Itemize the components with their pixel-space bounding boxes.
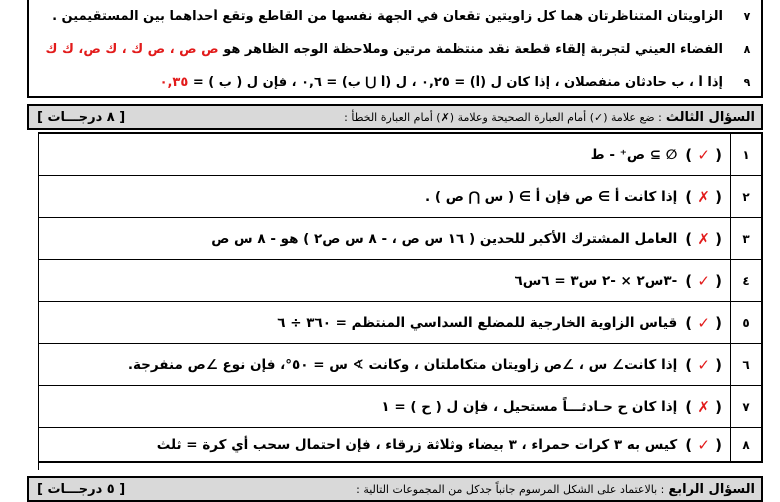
statement-text: إذا كانت أ ∋ ص فإن أ ∋ ( س ⋂ ص ) . [425, 188, 678, 205]
mark-symbol: ✓ [697, 355, 710, 374]
answer-mark: ( ✗ ) [685, 187, 722, 206]
question-text: الزاويتان المتناظرتان هما كل زاويتين تقعان في الجهة نفسها من القاطع وتقع أحداهما بين المستقيمين . [52, 9, 723, 24]
row-number: ٨ [730, 428, 761, 461]
mark-symbol: ✓ [697, 145, 710, 164]
row-number: ١ [730, 134, 761, 175]
row-number: ٧ [730, 386, 761, 427]
answer-mark: ( ✗ ) [685, 397, 722, 416]
statement-text: إذا كانت∠ س ، ∠ص زاويتان متكاملتان ، وكانت ∢ س = ٥٠°، فإن نوع ∠ص منفرجة. [127, 356, 678, 373]
statement-text: إذا كان ح حـادثـــاً مستحيل ، فإن ل ( ح ) = ١ [381, 398, 678, 415]
statement-text: العامل المشترك الأكبر للحدين ( ١٦ س ص ، - ٨ س ص٢ ) هو - ٨ س ص [211, 230, 678, 247]
mark-symbol: ✓ [697, 313, 710, 332]
row-number: ٢ [730, 176, 761, 217]
section-title: السؤال الرابع [668, 481, 755, 497]
previous-questions-box [27, 0, 763, 98]
section-4-header [27, 476, 763, 502]
answer-mark: ( ✓ ) [685, 313, 722, 332]
answer-text: ٠,٣٥ [159, 75, 189, 90]
mark-symbol: ✗ [697, 229, 710, 248]
row-number: ٤ [730, 260, 761, 301]
mark-symbol: ✗ [697, 187, 710, 206]
table-row [29, 428, 761, 461]
question-text-wrap [29, 42, 733, 57]
section-grade: [ ٥ درجـــات ] [37, 481, 126, 497]
question-text: إذا أ ، ب حادثان منفصلان ، إذا كان ل (أ) = ٠,٢٥ ، ل (أ ⋃ ب) = ٠,٦ ، فإن ل ( ب ) = [192, 75, 723, 90]
statement-text: قياس الزاوية الخارجية للمضلع السداسي المنتظم = ٣٦٠ ÷ ٦ [277, 314, 678, 331]
answer-mark: ( ✓ ) [685, 355, 722, 374]
true-false-table [27, 132, 763, 463]
question-text: الفضاء العيني لتجربة إلقاء قطعة نقد منتظمة مرتين وملاحظة الوجه الظاهر هو [223, 42, 723, 57]
section-instruction: : بالاعتماد على الشكل المرسوم جانباً جدكل من المجموعات التالية : [356, 482, 665, 496]
table-row [29, 260, 761, 302]
table-row [29, 218, 761, 260]
question-number: ٧ [743, 10, 751, 23]
row-number: ٥ [730, 302, 761, 343]
table-row [29, 302, 761, 344]
table-row [29, 386, 761, 428]
table-row [29, 176, 761, 218]
statement-text: -٣س٢ × -٢ س٣ = ٦س٦ [514, 272, 678, 289]
left-margin-column [27, 132, 39, 470]
section-3-header [27, 104, 763, 130]
row-number: ٣ [730, 218, 761, 259]
mark-symbol: ✓ [697, 271, 710, 290]
question-row-7 [29, 0, 761, 33]
section-grade: [ ٨ درجـــات ] [37, 109, 126, 125]
mark-symbol: ✓ [697, 435, 710, 454]
question-number: ٩ [743, 76, 751, 89]
statement-text: ∅ ⊇ ص⁺ - ط [590, 146, 678, 163]
question-text-wrap [29, 75, 733, 90]
question-row-8 [29, 33, 761, 66]
section-title: السؤال الثالث [665, 109, 755, 125]
question-number: ٨ [743, 43, 751, 56]
table-row [29, 344, 761, 386]
table-row [29, 134, 761, 176]
answer-mark: ( ✓ ) [685, 145, 722, 164]
answer-mark: ( ✓ ) [685, 271, 722, 290]
question-row-9 [29, 66, 761, 99]
mark-symbol: ✗ [697, 397, 710, 416]
section-instruction: : ضع علامة (✓) أمام العبارة الصحيحة وعلامة (✗) أمام العبارة الخطأ : [344, 110, 662, 124]
row-number: ٦ [730, 344, 761, 385]
answer-mark: ( ✗ ) [685, 229, 722, 248]
answer-mark: ( ✓ ) [685, 435, 722, 454]
answer-text: ص ص ، ص ك ، ك ص، ك ك [45, 42, 219, 57]
statement-text: كيس به ٣ كرات حمراء ، ٣ بيضاء وثلاثة زرقاء ، فإن احتمال سحب أي كرة = ثلث [156, 436, 678, 453]
